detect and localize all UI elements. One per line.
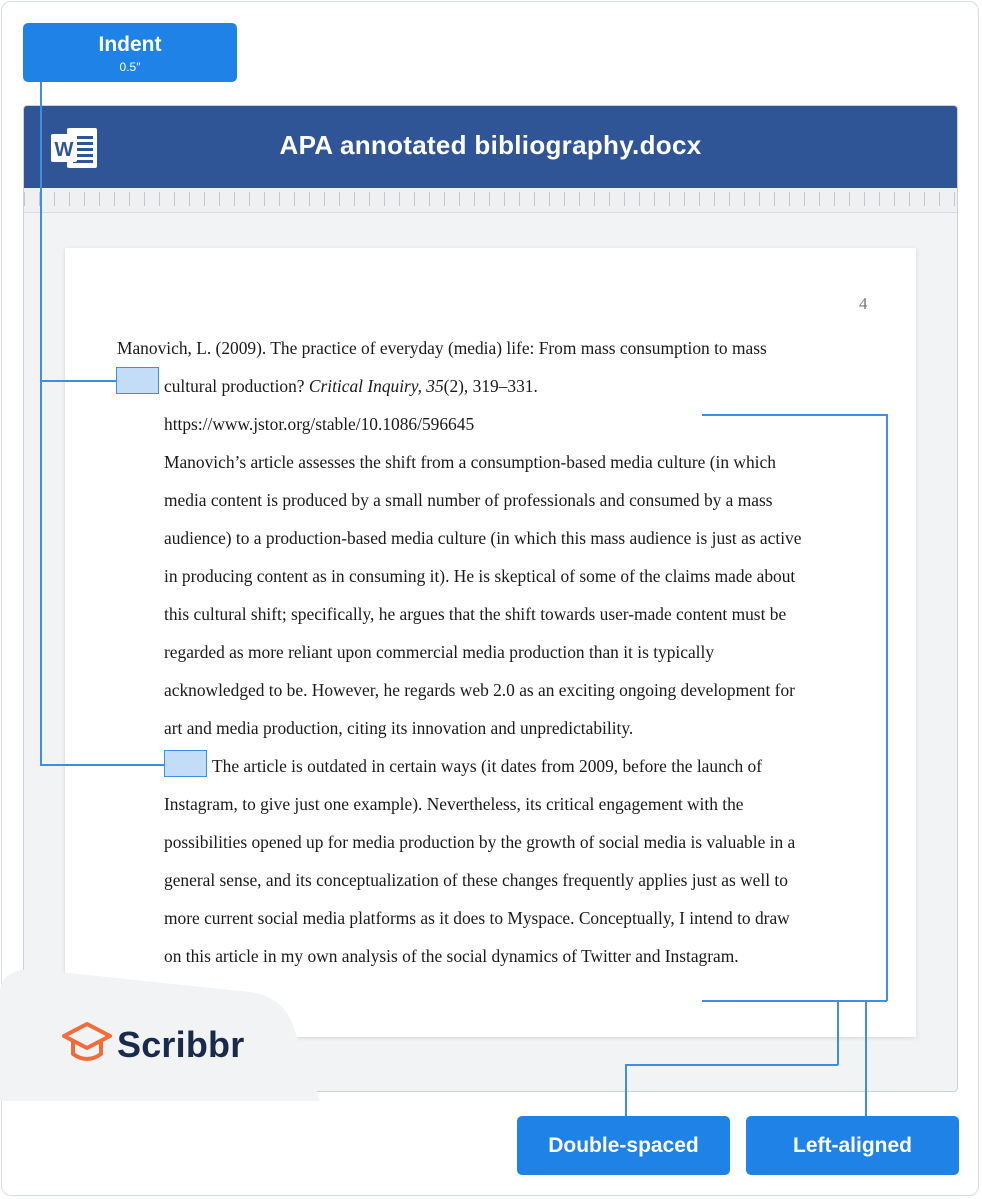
citation-line-1: Manovich, L. (2009). The practice of everyday (media) life: From mass consumption to mass bbox=[117, 338, 767, 358]
annotation-line: art and media production, citing its innovation and unpredictability. bbox=[164, 718, 634, 738]
annotation-line: audience) to a production-based media culture (in which this mass audience is just as active bbox=[164, 528, 802, 548]
page-number: 4 bbox=[859, 294, 868, 313]
annotation-line: on this article in my own analysis of the social dynamics of Twitter and Instagram. bbox=[164, 946, 739, 966]
document-title: APA annotated bibliography.docx bbox=[279, 130, 702, 160]
double-spaced-connector-down bbox=[625, 1064, 627, 1116]
left-aligned-callout: Left-aligned bbox=[746, 1116, 959, 1175]
annotation-line: media content is produced by a small number of professionals and consumed by a mass bbox=[164, 490, 773, 510]
svg-text:W: W bbox=[54, 139, 74, 161]
document-page[interactable] bbox=[65, 248, 916, 1037]
indent-callout-title: Indent bbox=[98, 33, 162, 56]
citation-journal: Critical Inquiry, 35 bbox=[308, 376, 444, 396]
annotation-line: The article is outdated in certain ways (it dates from 2009, before the launch of bbox=[212, 756, 763, 776]
citation-title-end: cultural production? bbox=[164, 376, 309, 396]
citation-line-2 bbox=[164, 376, 538, 397]
annotation-line: acknowledged to be. However, he regards web 2.0 as an exciting ongoing development for bbox=[164, 680, 795, 700]
annotation-line: Manovich’s article assesses the shift from a consumption-based media culture (in which bbox=[164, 452, 776, 472]
annotation-line: Instagram, to give just one example). Nevertheless, its critical engagement with the bbox=[164, 794, 744, 814]
double-spaced-callout: Double-spaced bbox=[517, 1116, 730, 1175]
ruler[interactable] bbox=[24, 188, 957, 213]
citation-url: https://www.jstor.org/stable/10.1086/596645 bbox=[164, 414, 475, 434]
annotation-line: in producing content as in consuming it). He is skeptical of some of the claims made about bbox=[164, 566, 796, 586]
title-bar bbox=[24, 106, 957, 188]
bracket-side bbox=[886, 414, 888, 1001]
bracket-bottom bbox=[702, 1000, 887, 1002]
left-aligned-connector bbox=[865, 1000, 867, 1116]
annotation-line: general sense, and its conceptualization of these changes frequently applies just as well to bbox=[164, 870, 788, 890]
annotation-line: regarded as more reliant upon commercial media production than it is typically bbox=[164, 642, 715, 662]
bracket-top bbox=[702, 414, 887, 416]
graduation-cap-icon bbox=[61, 1021, 113, 1065]
indent-callout bbox=[23, 23, 237, 82]
indent-connector-to-first-line bbox=[40, 764, 164, 766]
double-spaced-connector-horizontal bbox=[625, 1064, 838, 1066]
indent-connector-to-hanging bbox=[40, 380, 116, 382]
scribbr-logo-text: Scribbr bbox=[117, 1024, 245, 1065]
annotation-line: this cultural shift; specifically, he argues that the shift towards user-made content must be bbox=[164, 604, 787, 624]
hanging-indent-marker bbox=[116, 367, 159, 394]
indent-connector-vertical bbox=[40, 82, 42, 765]
double-spaced-connector-vertical bbox=[837, 1000, 839, 1065]
document-window bbox=[23, 105, 958, 1092]
annotation-line: possibilities opened up for media production by the growth of social media is valuable in a bbox=[164, 832, 796, 852]
citation-issue-pages: (2), 319–331. bbox=[443, 376, 538, 396]
indent-callout-value: 0.5″ bbox=[119, 60, 141, 74]
annotation-line: more current social media platforms as it does to Myspace. Conceptually, I intend to draw bbox=[164, 908, 790, 928]
first-line-indent-marker bbox=[164, 750, 207, 777]
